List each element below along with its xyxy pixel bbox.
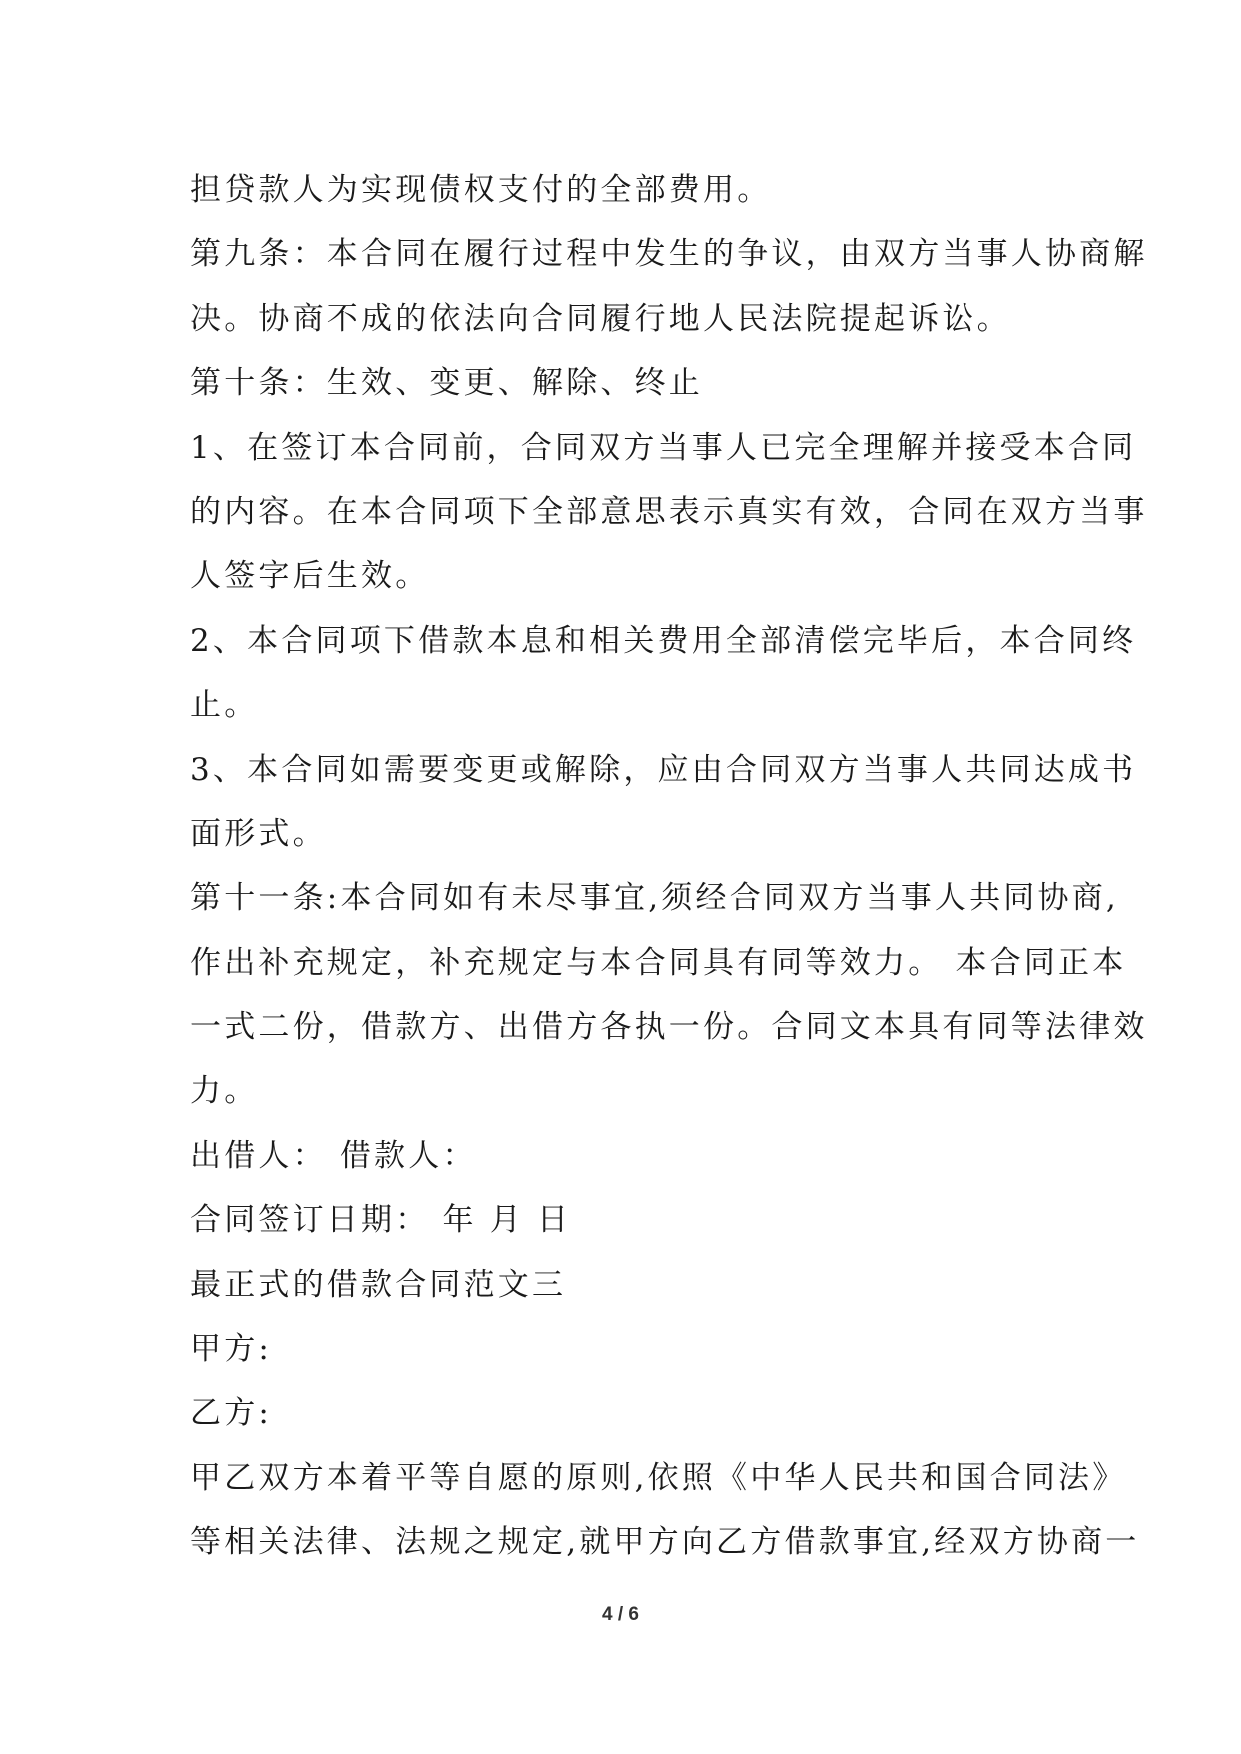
text-line: 3、本合同如需要变更或解除，应由合同双方当事人共同达成书 — [190, 751, 1137, 788]
page-number: 4 / 6 — [602, 1604, 639, 1625]
text-line: 力。 — [190, 1073, 259, 1110]
signature-line: 出借人： 借款人： — [190, 1137, 477, 1174]
signing-date-line: 合同签订日期： 年 月 日 — [190, 1202, 572, 1239]
text-line: 第九条：本合同在履行过程中发生的争议，由双方当事人协商解 — [190, 236, 1148, 273]
text-line: 第十一条:本合同如有未尽事宜,须经合同双方当事人共同协商, — [190, 880, 1119, 917]
section-heading: 最正式的借款合同范文三 — [190, 1266, 567, 1303]
text-line: 担贷款人为实现债权支付的全部费用。 — [190, 172, 772, 208]
text-line: 人签字后生效。 — [190, 558, 430, 595]
party-b-line: 乙方: — [190, 1395, 273, 1432]
text-line: 第十条：生效、变更、解除、终止 — [190, 365, 703, 402]
text-line: 1、在签订本合同前，合同双方当事人已完全理解并接受本合同 — [190, 429, 1137, 466]
text-line: 决。协商不成的依法向合同履行地人民法院提起诉讼。 — [190, 300, 1011, 337]
text-line: 一式二份，借款方、出借方各执一份。合同文本具有同等法律效 — [190, 1009, 1148, 1046]
text-line: 2、本合同项下借款本息和相关费用全部清偿完毕后，本合同终 — [190, 622, 1137, 659]
document-body — [190, 158, 1148, 1575]
text-line: 等相关法律、法规之规定,就甲方向乙方借款事宜,经双方协商一 — [190, 1524, 1140, 1561]
text-line: 止。 — [190, 687, 259, 724]
text-line: 甲乙双方本着平等自愿的原则,依照《中华人民共和国合同法》 — [190, 1459, 1127, 1496]
text-line: 面形式。 — [190, 815, 327, 852]
text-line: 作出补充规定，补充规定与本合同具有同等效力。 本合同正本 — [190, 944, 1127, 981]
text-line: 的内容。在本合同项下全部意思表示真实有效，合同在双方当事 — [190, 493, 1148, 530]
party-a-line: 甲方: — [190, 1331, 273, 1368]
